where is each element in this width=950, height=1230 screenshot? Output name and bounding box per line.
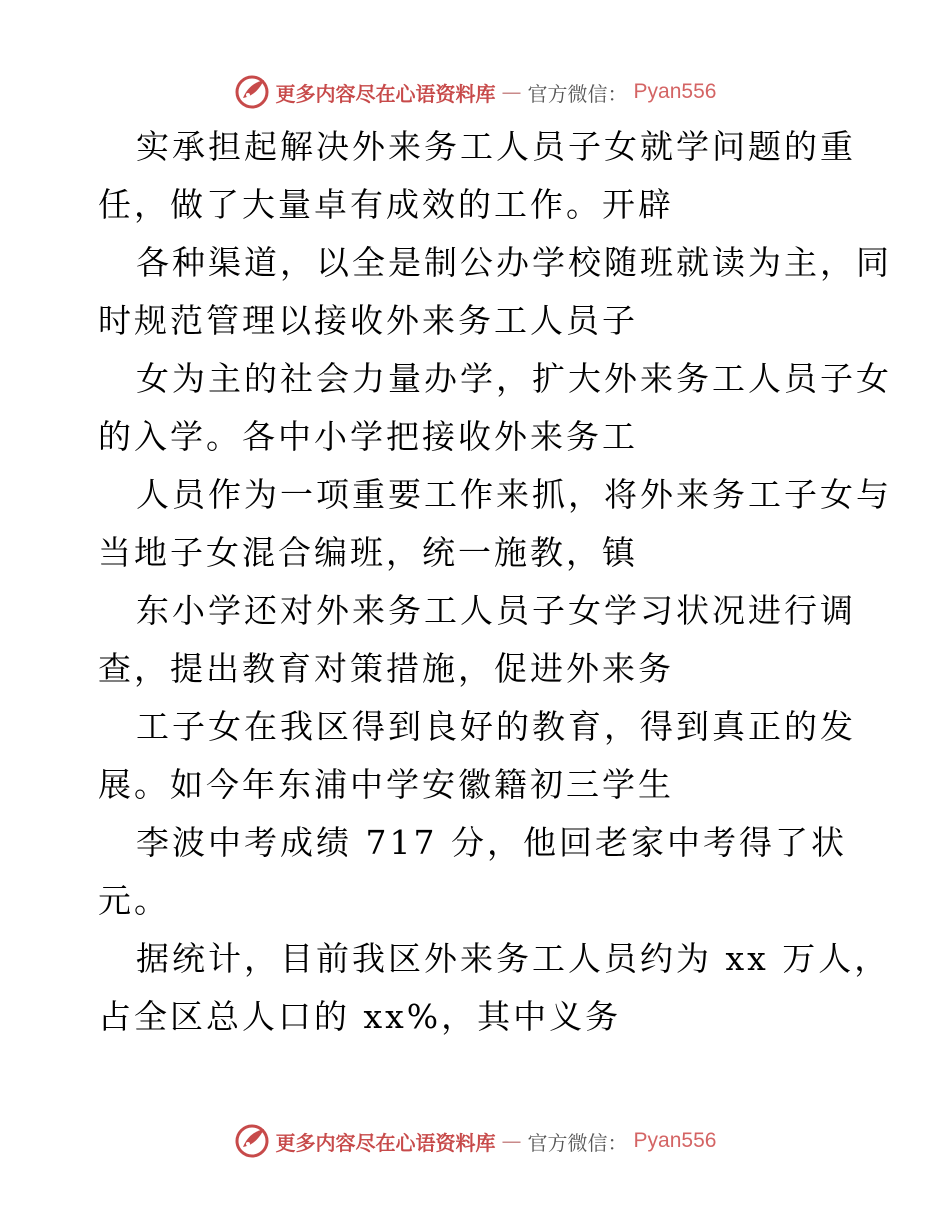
text-line: 元。 (98, 881, 170, 920)
text-line: 李波中考成绩 717 分，他回老家中考得了状 (136, 823, 847, 862)
footer-watermark (0, 1121, 950, 1161)
header-watermark (0, 72, 950, 112)
watermark-site-text: 更多内容尽在心语资料库 (275, 1130, 496, 1155)
text-line: 据统计，目前我区外来务工人员约为 xx 万人， (136, 939, 891, 978)
document-body (98, 118, 892, 1046)
text-line: 当地子女混合编班，统一施教，镇 (98, 533, 638, 572)
text-line: 女为主的社会力量办学，扩大外来务工人员子女 (136, 359, 892, 398)
text-line: 各种渠道，以全是制公办学校随班就读为主，同 (136, 243, 892, 282)
watermark-wechat-id: Pyan556 (633, 80, 717, 103)
text-line: 展。如今年东浦中学安徽籍初三学生 (98, 765, 674, 804)
text-line: 东小学还对外来务工人员子女学习状况进行调 (136, 591, 856, 630)
watermark-wechat-label: 官方微信： (527, 81, 628, 106)
text-line: 人员作为一项重要工作来抓，将外来务工子女与 (136, 475, 892, 514)
watermark-wechat-label: 官方微信： (527, 1130, 628, 1155)
text-line: 实承担起解决外来务工人员子女就学问题的重 (136, 127, 856, 166)
text-line: 任，做了大量卓有成效的工作。开辟 (98, 185, 674, 224)
watermark-separator: — (501, 80, 522, 104)
pen-logo-icon (234, 1123, 270, 1159)
text-line: 的入学。各中小学把接收外来务工 (98, 417, 638, 456)
watermark-wechat-id: Pyan556 (633, 1129, 717, 1152)
watermark-separator: — (501, 1129, 522, 1153)
text-line: 查，提出教育对策措施，促进外来务 (98, 649, 674, 688)
pen-logo-icon (234, 74, 270, 110)
text-line: 时规范管理以接收外来务工人员子 (98, 301, 638, 340)
text-line: 占全区总人口的 xx%，其中义务 (98, 997, 622, 1036)
text-line: 工子女在我区得到良好的教育，得到真正的发 (136, 707, 856, 746)
watermark-site-text: 更多内容尽在心语资料库 (275, 81, 496, 106)
